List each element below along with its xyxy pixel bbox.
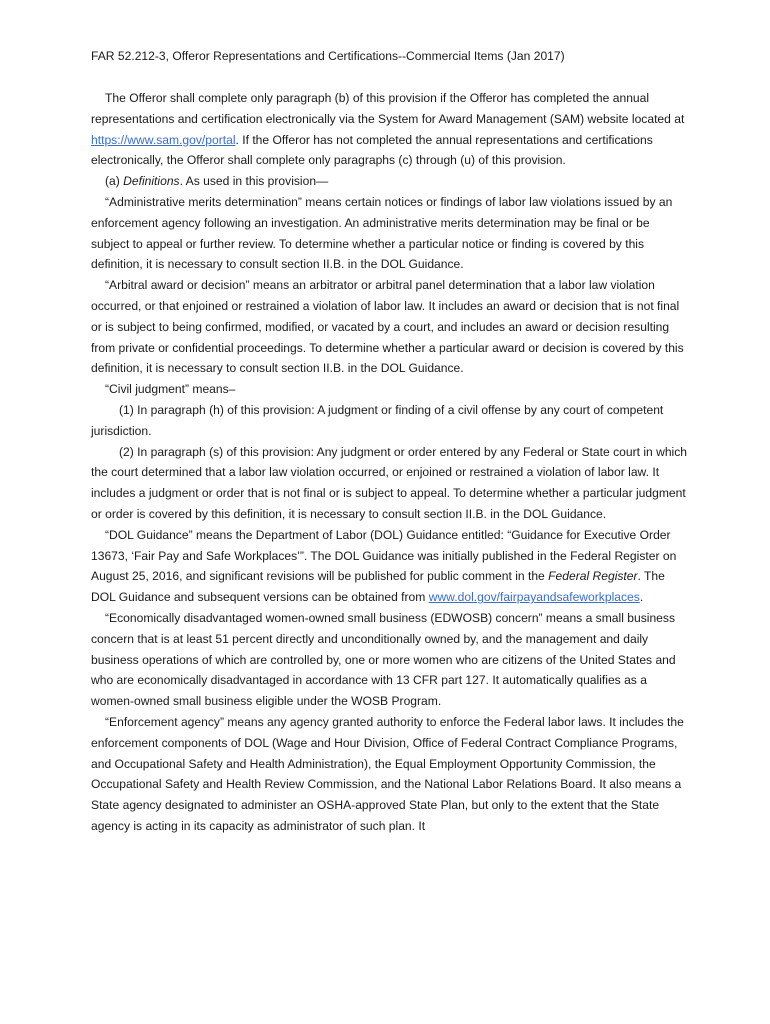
dol-link[interactable]: www.dol.gov/fairpayandsafeworkplaces [428,590,640,605]
dol-text-3: . [639,590,644,605]
def-edwosb: “Economically disadvantaged women-owned small business (EDWOSB) concern” means a small business concern that is at least 51 percent directly and unconditionally owned by, and the management and daily business operations of which are controlled by, one or more women who are citizens of the United States and who are economically disadvantaged in accordance with 13 CFR part 127. It automatically qualifies as a women-owned small business eligible under the WOSB Program. [91,610,676,709]
def-arbitral-award: “Arbitral award or decision” means an arbitrator or arbitral panel determination that a labor law violation occurred, or that enjoined or restrained a violation of labor law. It includes an award or decision that is not final or is subject to being confirmed, modified, or vacated by a court, and includes an award or decision resulting from private or confidential proceedings. To determine whether a particular award or decision is covered by this definition, it is necessary to consult section II.B. in the DOL Guidance. [91,278,684,376]
dol-text-2: . The DOL Guidance and subsequent versions can be obtained from [91,569,665,605]
definitions-heading [91,171,691,192]
definitions-term: Definitions [123,174,180,189]
def-admin-merits: “Administrative merits determination” means certain notices or findings of labor law violations issued by an enforcement agency following an investigation. An administrative merits determination may be final or be subject to appeal or further review. To determine whether a particular notice or finding is covered by this definition, it is necessary to consult section II.B. in the DOL Guidance. [91,194,673,272]
def-civil-judgment-2: (2) In paragraph (s) of this provision: Any judgment or order entered by any Federal or State court in which the court determined that a labor law violation occurred, or enjoined or restrained a violation of labor law. It includes a judgment or order that is not final or is subject to appeal. To determine whether a particular judgment or order is covered by this definition, it is necessary to consult section II.B. in the DOL Guidance. [91,444,688,521]
def-civil-judgment-1: (1) In paragraph (h) of this provision: A judgment or finding of a civil offense by any court of competent jurisdiction. [91,402,664,438]
document-page [91,46,691,837]
intro-text-1: The Offeror shall complete only paragraph (b) of this provision if the Offeror has completed the annual representations and certification electronically via the System for Award Management (SAM) website located at [91,91,685,126]
def-dol-guidance [91,525,691,608]
definitions-label: (a) [105,174,124,189]
definitions-rest: . As used in this provision— [179,174,329,189]
def-enforcement-agency: “Enforcement agency” means any agency granted authority to enforce the Federal labor laws. It includes the enforcement components of DOL (Wage and Hour Division, Office of Federal Contract Compliance Programs, and Occupational Safety and Health Administration), the Equal Employment Opportunity Commission, the Occupational Safety and Health Review Commission, and the National Labor Relations Board. It also means a State agency designated to administer an OSHA-approved State Plan, but only to the extent that the State agency is acting in its capacity as administrator of such plan. It [91,714,684,833]
dol-text-1: “DOL Guidance” means the Department of Labor (DOL) Guidance entitled: “Guidance for Executive Order 13673, ‘Fair Pay and Safe Workplaces’”. The DOL Guidance was initially published in the Federal Register on August 25, 2016, and significant revisions will be published for public comment in the [91,527,677,584]
def-civil-judgment-heading: “Civil judgment” means– [105,382,236,397]
document-title: FAR 52.212-3, Offeror Representations and Certifications--Commercial Items (Jan 2017) [91,49,565,63]
intro-text-2: . If the Offeror has not completed the annual representations and certifications electronically, the Offeror shall complete only paragraphs (c) through (u) of this provision. [91,132,653,168]
sam-portal-link[interactable]: https://www.sam.gov/portal [91,132,236,147]
intro-paragraph [91,88,691,171]
dol-federal-register: Federal Register [548,569,638,584]
